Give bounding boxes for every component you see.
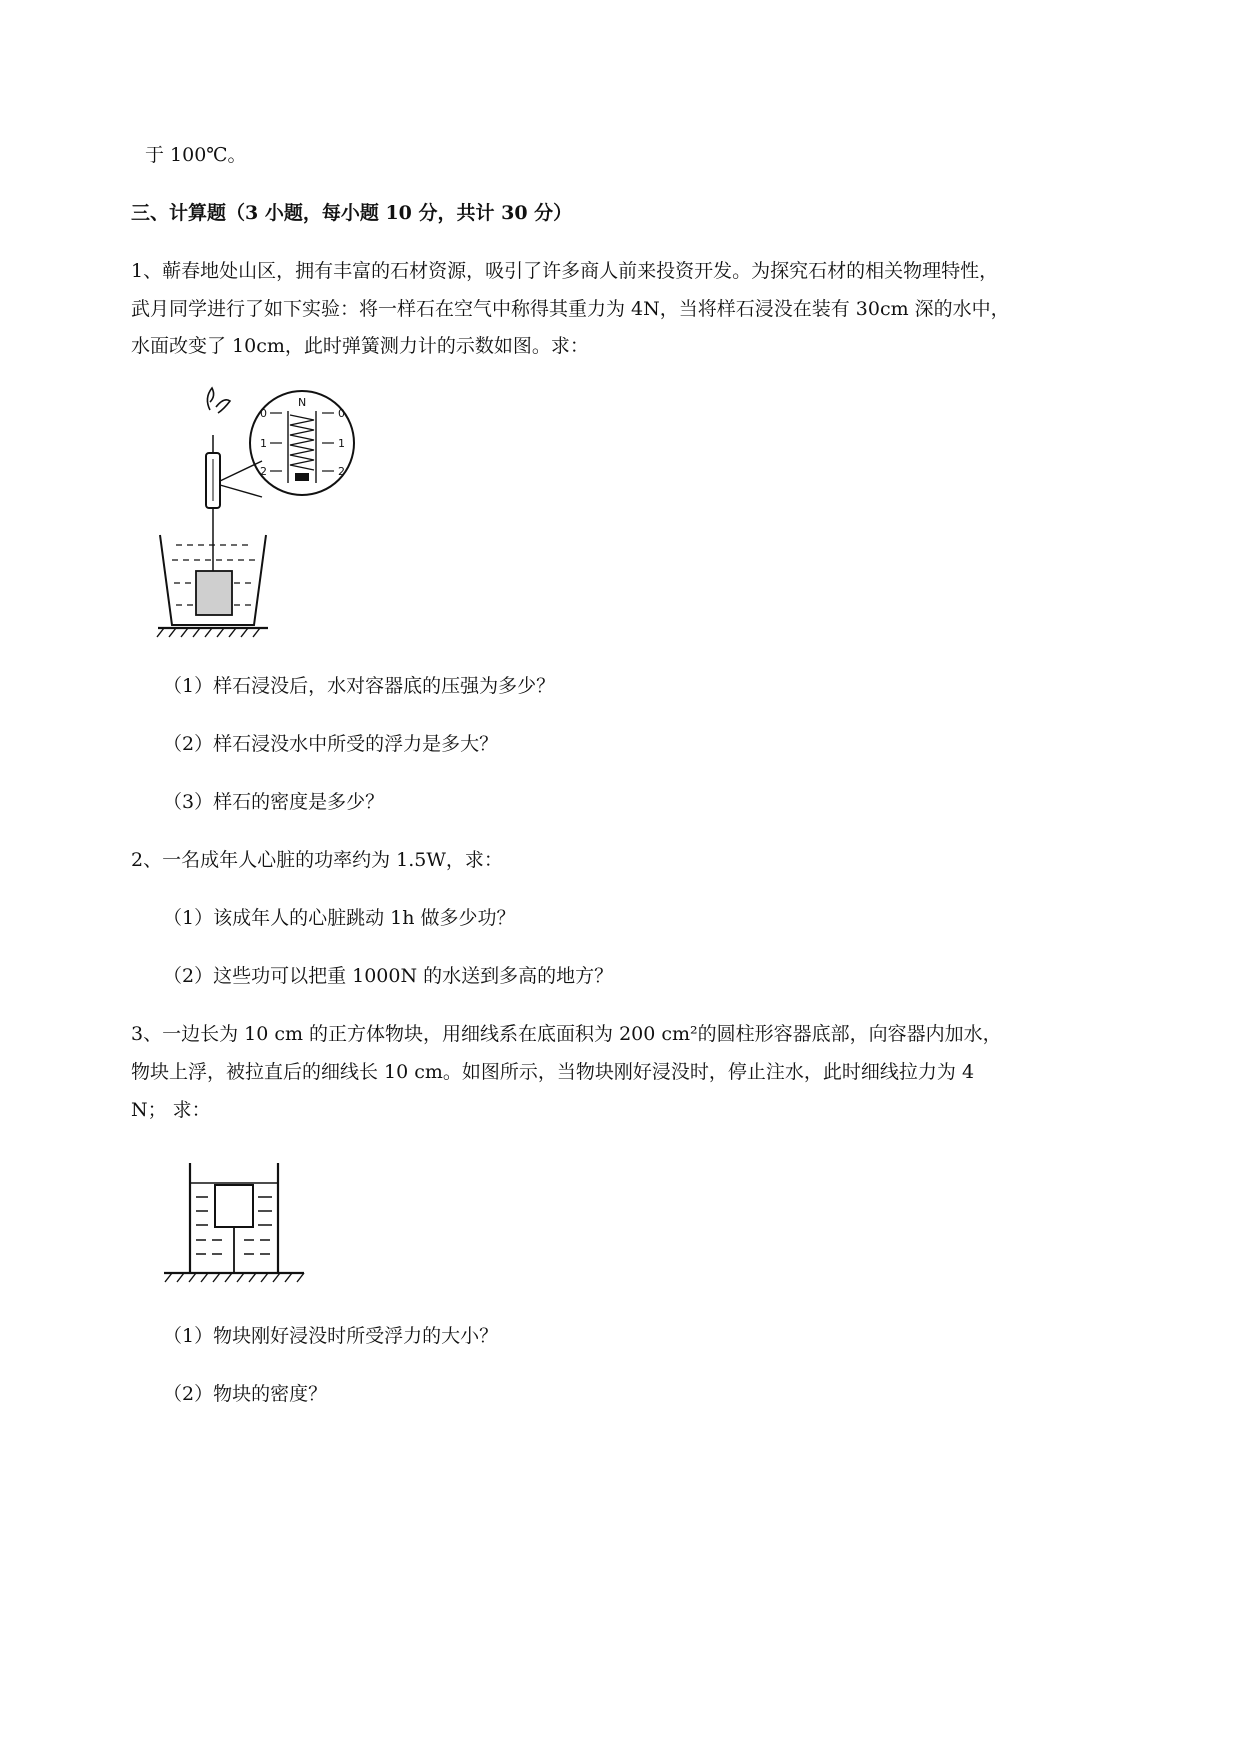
scale-left-0: 0 — [260, 407, 267, 420]
intro-tail-text: 于 100℃。 — [145, 144, 247, 166]
q1-sub-2: （2）样石浸没水中所受的浮力是多大？ — [163, 733, 499, 755]
scale-left-2: 2 — [260, 465, 267, 478]
scale-right-1: 1 — [338, 437, 345, 450]
q3-line-3: N； 求： — [131, 1099, 211, 1121]
q3-sub-2: （2）物块的密度？ — [163, 1383, 328, 1405]
q3-line-1: 3、一边长为 10 cm 的正方体物块，用细线系在底面积为 200 cm²的圆柱形容器底部，向容器内加水， — [131, 1023, 1002, 1045]
q1-sub-3: （3）样石的密度是多少？ — [163, 791, 385, 813]
hand-icon — [207, 388, 230, 413]
scale-right-0: 0 — [338, 407, 345, 420]
q2-sub-1: （1）该成年人的心脏跳动 1h 做多少功？ — [163, 907, 516, 929]
floating-cube-figure — [160, 1155, 320, 1285]
q3-sub-1: （1）物块刚好浸没时所受浮力的大小？ — [163, 1325, 499, 1347]
q1-line-1: 1、蕲春地处山区，拥有丰富的石材资源，吸引了许多商人前来投资开发。为探究石材的相关物理特性， — [131, 260, 999, 282]
spring-coil — [290, 415, 314, 470]
scale-right-2: 2 — [338, 465, 345, 478]
q2-sub-2: （2）这些功可以把重 1000N 的水送到多高的地方？ — [163, 965, 614, 987]
q1-sub-1: （1）样石浸没后，水对容器底的压强为多少？ — [163, 675, 556, 697]
sample-stone — [196, 571, 232, 615]
q3-line-2: 物块上浮，被拉直后的细线长 10 cm。如图所示，当物块刚好浸没时，停止注水，此时细线拉力为 4 — [131, 1061, 975, 1083]
q1-line-3: 水面改变了 10cm，此时弹簧测力计的示数如图。求： — [131, 335, 589, 357]
q2-line: 2、一名成年人心脏的功率约为 1.5W，求： — [131, 849, 503, 871]
q1-line-2: 武月同学进行了如下实验：将一样石在空气中称得其重力为 4N，当将样石浸没在装有 30cm 深的水中， — [131, 298, 1010, 320]
spring-scale-figure — [150, 385, 380, 645]
scale-unit-label: N — [298, 396, 307, 409]
cube-block — [215, 1185, 253, 1227]
scale-left-1: 1 — [260, 437, 267, 450]
section-heading: 三、计算题（3 小题，每小题 10 分，共计 30 分） — [131, 202, 573, 224]
